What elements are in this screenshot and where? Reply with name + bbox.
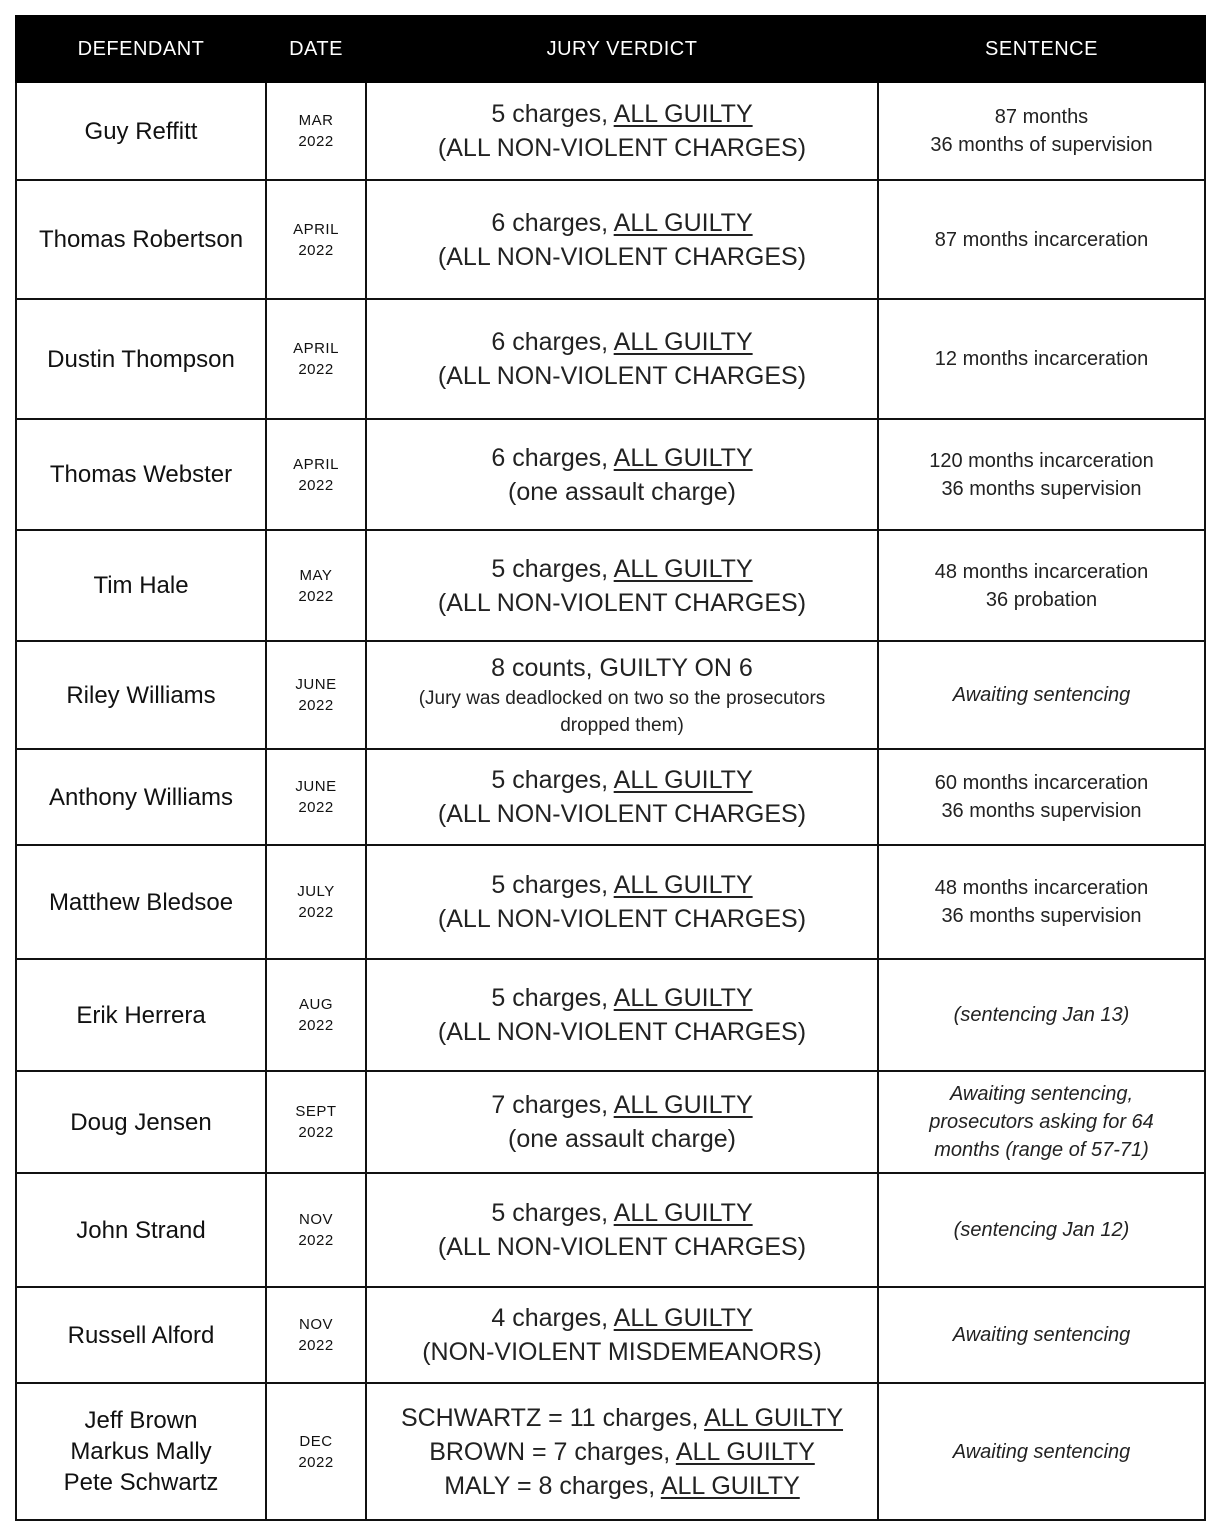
verdict-guilty: ALL GUILTY — [613, 1091, 753, 1119]
sentence-line: 36 months of supervision — [930, 134, 1153, 156]
defendant-name: Jeff Brown — [84, 1407, 198, 1434]
defendant-cell — [16, 1173, 266, 1287]
verdict-cell — [366, 180, 878, 299]
verdict-cell — [366, 1287, 878, 1383]
verdict-line — [373, 240, 871, 274]
table-row — [16, 180, 1205, 299]
header-jury-verdict: JURY VERDICT — [366, 16, 878, 82]
date-month: APRIL — [293, 455, 339, 473]
verdict-line — [373, 1469, 871, 1503]
header-date: DATE — [266, 16, 366, 82]
date-cell — [266, 749, 366, 845]
sentence-line: months (range of 57-71) — [934, 1139, 1149, 1161]
verdict-text: 6 charges, — [491, 443, 614, 472]
date-month: DEC — [299, 1432, 333, 1450]
sentence-line: Awaiting sentencing, — [949, 1083, 1134, 1105]
verdict-guilty: ALL GUILTY — [613, 100, 753, 128]
date-month: NOV — [298, 1211, 333, 1228]
verdict-text: 5 charges, — [491, 766, 614, 794]
table-row — [16, 419, 1205, 530]
sentence-cell — [878, 1383, 1205, 1520]
verdict-line — [373, 902, 871, 936]
verdict-text: (one assault charge) — [508, 477, 736, 506]
date-month: SEPT — [295, 1103, 337, 1120]
date-month: JUNE — [295, 676, 337, 693]
defendant-cell — [16, 82, 266, 180]
verdict-cell — [366, 1173, 878, 1287]
date-year: 2022 — [298, 799, 334, 816]
sentence-line: 87 months incarceration — [934, 228, 1149, 251]
date-cell — [266, 1383, 366, 1520]
date-year: 2022 — [298, 904, 334, 921]
verdict-text: 4 charges, — [491, 1304, 614, 1332]
verdict-text: (Jury was deadlocked on two so the prosecutors — [418, 688, 826, 709]
date-year: 2022 — [298, 1337, 334, 1354]
sentence-cell — [878, 530, 1205, 641]
table-body — [16, 82, 1205, 1520]
defendant-cell — [16, 749, 266, 845]
date-month: AUG — [298, 996, 333, 1013]
verdict-text: (ALL NON-VIOLENT CHARGES) — [437, 362, 807, 390]
defendant-name: Anthony Williams — [48, 783, 234, 811]
sentence-line: Awaiting sentencing — [952, 684, 1131, 706]
verdict-guilty: ALL GUILTY — [675, 1437, 815, 1466]
verdict-text: 6 charges, — [491, 328, 614, 356]
verdict-line — [373, 359, 871, 393]
sentence-line: (sentencing Jan 12) — [953, 1219, 1130, 1241]
verdict-line — [373, 552, 871, 586]
date-cell — [266, 959, 366, 1071]
table-row — [16, 845, 1205, 959]
verdict-text: MALY = 8 charges, — [444, 1471, 661, 1500]
sentence-line: 36 months supervision — [941, 800, 1142, 822]
defendant-name: Erik Herrera — [76, 1001, 206, 1029]
date-cell — [266, 845, 366, 959]
date-month: APRIL — [293, 220, 339, 238]
verdict-cell — [366, 419, 878, 530]
verdict-table — [15, 15, 1206, 1521]
table-row — [16, 1071, 1205, 1173]
date-year: 2022 — [298, 1017, 334, 1034]
defendant-cell — [16, 419, 266, 530]
sentence-line: 36 months supervision — [941, 477, 1142, 500]
verdict-cell — [366, 530, 878, 641]
verdict-guilty: ALL GUILTY — [613, 766, 753, 794]
verdict-line — [373, 685, 871, 712]
verdict-guilty: ALL GUILTY — [613, 984, 753, 1012]
date-cell — [266, 641, 366, 749]
date-cell — [266, 299, 366, 419]
defendant-cell — [16, 1383, 266, 1520]
verdict-line — [373, 1335, 871, 1369]
verdict-text: 5 charges, — [491, 984, 614, 1012]
verdict-line — [373, 1301, 871, 1335]
defendant-name: Thomas Robertson — [38, 226, 244, 253]
verdict-guilty: ALL GUILTY — [613, 443, 753, 472]
verdict-line — [373, 1088, 871, 1122]
sentence-line: 12 months incarceration — [934, 348, 1149, 370]
sentence-line: 120 months incarceration — [929, 449, 1154, 472]
verdict-line — [373, 651, 871, 685]
date-month: NOV — [298, 1316, 333, 1333]
date-year: 2022 — [298, 476, 334, 494]
table-row — [16, 1287, 1205, 1383]
verdict-line — [373, 1122, 871, 1156]
defendant-name: Riley Williams — [66, 681, 216, 709]
verdict-text: 5 charges, — [491, 871, 614, 899]
verdict-line — [373, 981, 871, 1015]
verdict-line — [373, 131, 871, 165]
defendant-name: Russell Alford — [67, 1321, 215, 1349]
sentence-line: Awaiting sentencing — [952, 1324, 1131, 1346]
table-row — [16, 959, 1205, 1071]
defendant-cell — [16, 530, 266, 641]
defendant-name: Thomas Webster — [49, 461, 233, 488]
sentence-cell — [878, 419, 1205, 530]
verdict-cell — [366, 749, 878, 845]
verdict-text: 5 charges, — [491, 1199, 614, 1227]
sentence-line: (sentencing Jan 13) — [953, 1004, 1130, 1026]
defendant-name: Dustin Thompson — [47, 345, 235, 373]
date-year: 2022 — [298, 1124, 334, 1141]
verdict-guilty: ALL GUILTY — [613, 1304, 753, 1332]
date-year: 2022 — [298, 361, 334, 378]
verdict-text: dropped them) — [560, 715, 684, 736]
sentence-cell — [878, 641, 1205, 749]
verdict-line — [373, 1401, 871, 1435]
verdict-text: 6 charges, — [491, 208, 614, 237]
verdict-text: 5 charges, — [491, 100, 614, 128]
date-cell — [266, 530, 366, 641]
defendant-cell — [16, 1287, 266, 1383]
date-month: JULY — [297, 883, 335, 900]
defendant-name: Matthew Bledsoe — [48, 888, 234, 916]
table-row — [16, 82, 1205, 180]
verdict-line — [373, 475, 871, 509]
sentence-cell — [878, 82, 1205, 180]
sentence-cell — [878, 299, 1205, 419]
verdict-line — [373, 712, 871, 739]
verdict-text: (ALL NON-VIOLENT CHARGES) — [437, 905, 807, 933]
defendant-cell — [16, 180, 266, 299]
date-year: 2022 — [298, 241, 334, 259]
sentence-cell — [878, 1287, 1205, 1383]
sentence-line: 60 months incarceration — [934, 772, 1149, 794]
verdict-text: 5 charges, — [491, 554, 614, 583]
sentence-line: Awaiting sentencing — [952, 1440, 1131, 1463]
verdict-guilty: ALL GUILTY — [660, 1471, 800, 1500]
defendant-name: John Strand — [76, 1216, 206, 1244]
verdict-text: (ALL NON-VIOLENT CHARGES) — [437, 1233, 807, 1261]
sentence-cell — [878, 959, 1205, 1071]
date-year: 2022 — [298, 587, 334, 605]
table-row — [16, 530, 1205, 641]
table-row — [16, 1383, 1205, 1520]
verdict-text: 7 charges, — [491, 1091, 614, 1119]
verdict-cell — [366, 82, 878, 180]
defendant-name: Guy Reffitt — [84, 117, 198, 145]
verdict-line — [373, 1435, 871, 1469]
defendant-cell — [16, 299, 266, 419]
defendant-cell — [16, 641, 266, 749]
date-cell — [266, 82, 366, 180]
verdict-line — [373, 325, 871, 359]
verdict-guilty: ALL GUILTY — [704, 1403, 844, 1432]
header-defendant: DEFENDANT — [16, 16, 266, 82]
sentence-line: 36 probation — [985, 588, 1098, 611]
defendant-cell — [16, 959, 266, 1071]
verdict-guilty: ALL GUILTY — [613, 1199, 753, 1227]
verdict-text: (ALL NON-VIOLENT CHARGES) — [437, 800, 807, 828]
date-cell — [266, 180, 366, 299]
verdict-line — [373, 1015, 871, 1049]
verdict-guilty: ALL GUILTY — [613, 871, 753, 899]
verdict-text: 8 counts, GUILTY ON 6 — [491, 654, 753, 682]
verdict-guilty: ALL GUILTY — [613, 328, 753, 356]
verdict-cell — [366, 959, 878, 1071]
verdict-text: SCHWARTZ = 11 charges, — [400, 1403, 705, 1432]
verdict-text: (ALL NON-VIOLENT CHARGES) — [437, 1018, 807, 1046]
verdict-guilty: ALL GUILTY — [613, 208, 753, 237]
date-month: JUNE — [295, 778, 337, 795]
sentence-cell — [878, 845, 1205, 959]
verdict-line — [373, 586, 871, 620]
date-cell — [266, 1287, 366, 1383]
verdict-cell — [366, 299, 878, 419]
verdict-line — [373, 797, 871, 831]
verdict-guilty: ALL GUILTY — [613, 554, 753, 583]
sentence-line: prosecutors asking for 64 — [929, 1111, 1154, 1133]
defendant-name: Markus Mally — [70, 1438, 212, 1465]
verdict-line — [373, 763, 871, 797]
defendant-name: Tim Hale — [93, 572, 189, 599]
date-year: 2022 — [298, 697, 334, 714]
defendant-name: Pete Schwartz — [63, 1469, 219, 1496]
verdict-text: (ALL NON-VIOLENT CHARGES) — [437, 588, 807, 617]
verdict-line — [373, 1196, 871, 1230]
header-sentence: SENTENCE — [878, 16, 1205, 82]
date-year: 2022 — [298, 1453, 334, 1471]
verdict-line — [373, 868, 871, 902]
verdict-line — [373, 441, 871, 475]
verdict-text: (NON-VIOLENT MISDEMEANORS) — [422, 1338, 822, 1366]
verdict-cell — [366, 641, 878, 749]
header-row — [16, 16, 1205, 82]
sentence-cell — [878, 1071, 1205, 1173]
defendant-cell — [16, 845, 266, 959]
verdict-text: BROWN = 7 charges, — [429, 1437, 676, 1466]
verdict-text: (ALL NON-VIOLENT CHARGES) — [437, 242, 807, 271]
date-cell — [266, 1173, 366, 1287]
date-cell — [266, 1071, 366, 1173]
sentence-line: 36 months supervision — [941, 905, 1142, 927]
sentence-cell — [878, 180, 1205, 299]
table-row — [16, 1173, 1205, 1287]
sentence-cell — [878, 1173, 1205, 1287]
table-row — [16, 299, 1205, 419]
table-row — [16, 749, 1205, 845]
date-year: 2022 — [298, 1232, 334, 1249]
date-month: APRIL — [293, 340, 339, 357]
verdict-line — [373, 1230, 871, 1264]
verdict-cell — [366, 845, 878, 959]
table-row — [16, 641, 1205, 749]
verdict-line — [373, 206, 871, 240]
defendant-cell — [16, 1071, 266, 1173]
verdict-text: (ALL NON-VIOLENT CHARGES) — [437, 134, 807, 162]
sentence-line: 87 months — [994, 106, 1089, 128]
defendant-name: Doug Jensen — [70, 1108, 212, 1136]
sentence-line: 48 months incarceration — [934, 560, 1149, 583]
sentence-cell — [878, 749, 1205, 845]
verdict-cell — [366, 1071, 878, 1173]
verdict-text: (one assault charge) — [508, 1125, 736, 1153]
date-month: MAR — [298, 112, 334, 129]
sentence-line: 48 months incarceration — [934, 877, 1149, 899]
date-cell — [266, 419, 366, 530]
date-month: MAY — [299, 566, 333, 584]
verdict-line — [373, 97, 871, 131]
date-year: 2022 — [298, 133, 334, 150]
verdict-cell — [366, 1383, 878, 1520]
